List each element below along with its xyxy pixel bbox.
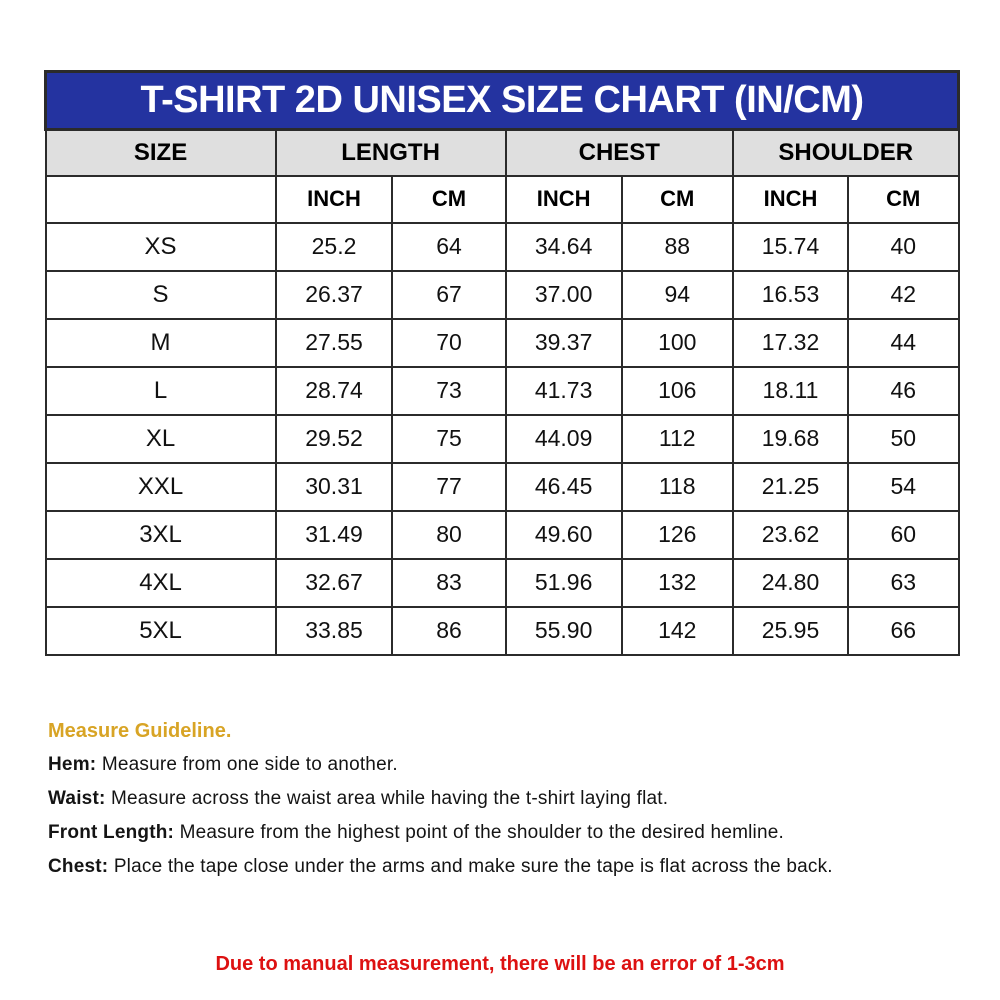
unit-header-row <box>46 176 959 223</box>
table-cell: 54 <box>848 463 959 511</box>
table-cell: 39.37 <box>506 319 622 367</box>
guideline-title: Measure Guideline. <box>48 720 232 742</box>
guideline-item-label: Waist <box>48 788 99 809</box>
unit-header: INCH <box>506 176 622 223</box>
guideline-item-text: Measure from one side to another. <box>101 754 398 775</box>
table-cell: 77 <box>392 463 505 511</box>
table-cell: 25.95 <box>733 607 848 655</box>
table-cell: 29.52 <box>276 415 393 463</box>
table-cell: 24.80 <box>733 559 848 607</box>
guideline-item-label: Hem <box>48 754 90 775</box>
table-row <box>46 559 959 607</box>
table-cell: 132 <box>622 559 733 607</box>
table-cell: 46.45 <box>506 463 622 511</box>
table-cell: 27.55 <box>276 319 393 367</box>
table-cell: 50 <box>848 415 959 463</box>
table-cell: 32.67 <box>276 559 393 607</box>
table-row <box>46 223 959 271</box>
size-label: L <box>46 367 276 415</box>
table-cell: 31.49 <box>276 511 393 559</box>
size-label: 4XL <box>46 559 276 607</box>
table-cell: 18.11 <box>733 367 848 415</box>
table-cell: 67 <box>392 271 505 319</box>
table-cell: 19.68 <box>733 415 848 463</box>
unit-header: CM <box>392 176 505 223</box>
table-cell: 34.64 <box>506 223 622 271</box>
table-cell: 100 <box>622 319 733 367</box>
guideline-item-text: Measure from the highest point of the shoulder to the desired hemline. <box>179 822 784 843</box>
size-label: XS <box>46 223 276 271</box>
unit-header-empty <box>46 176 276 223</box>
table-cell: 49.60 <box>506 511 622 559</box>
table-cell: 21.25 <box>733 463 848 511</box>
size-label: 3XL <box>46 511 276 559</box>
size-label: M <box>46 319 276 367</box>
guideline-item-colon: : <box>101 856 114 877</box>
table-cell: 28.74 <box>276 367 393 415</box>
table-cell: 64 <box>392 223 505 271</box>
table-cell: 88 <box>622 223 733 271</box>
table-cell: 75 <box>392 415 505 463</box>
table-cell: 33.85 <box>276 607 393 655</box>
unit-header: INCH <box>733 176 848 223</box>
table-row <box>46 271 959 319</box>
group-header-shoulder: SHOULDER <box>733 130 959 176</box>
table-row <box>46 367 959 415</box>
table-row <box>46 319 959 367</box>
size-chart-table <box>44 70 960 656</box>
guideline-item-colon: : <box>167 822 180 843</box>
table-cell: 66 <box>848 607 959 655</box>
table-cell: 26.37 <box>276 271 393 319</box>
table-row <box>46 511 959 559</box>
table-cell: 80 <box>392 511 505 559</box>
table-cell: 73 <box>392 367 505 415</box>
guideline-item-text: Measure across the waist area while having the t-shirt laying flat. <box>110 788 669 809</box>
unit-header: CM <box>622 176 733 223</box>
table-cell: 30.31 <box>276 463 393 511</box>
table-cell: 86 <box>392 607 505 655</box>
table-cell: 112 <box>622 415 733 463</box>
guideline-item <box>48 754 958 776</box>
size-label: XL <box>46 415 276 463</box>
guideline-item-label: Front Length <box>48 822 168 843</box>
table-row <box>46 463 959 511</box>
guideline-item <box>48 856 958 878</box>
guideline-item-colon: : <box>98 788 111 809</box>
unit-header: INCH <box>276 176 393 223</box>
group-header-size: SIZE <box>46 130 276 176</box>
guideline-item-text: Place the tape close under the arms and make sure the tape is flat across the back. <box>113 856 833 877</box>
size-label: XXL <box>46 463 276 511</box>
table-cell: 17.32 <box>733 319 848 367</box>
table-cell: 94 <box>622 271 733 319</box>
page-title: T-SHIRT 2D UNISEX SIZE CHART (IN/CM) <box>46 72 959 130</box>
table-cell: 51.96 <box>506 559 622 607</box>
group-header-length: LENGTH <box>276 130 506 176</box>
table-cell: 55.90 <box>506 607 622 655</box>
table-cell: 142 <box>622 607 733 655</box>
table-cell: 16.53 <box>733 271 848 319</box>
table-cell: 41.73 <box>506 367 622 415</box>
guideline-item-colon: : <box>89 754 102 775</box>
unit-header: CM <box>848 176 959 223</box>
table-cell: 44 <box>848 319 959 367</box>
table-cell: 70 <box>392 319 505 367</box>
table-cell: 106 <box>622 367 733 415</box>
size-label: S <box>46 271 276 319</box>
guideline-item-label: Chest <box>48 856 102 877</box>
guideline-item <box>48 788 958 810</box>
table-cell: 25.2 <box>276 223 393 271</box>
measure-guideline-section <box>48 720 958 890</box>
measurement-error-note: Due to manual measurement, there will be an error of 1-3cm <box>215 953 785 975</box>
size-label: 5XL <box>46 607 276 655</box>
table-cell: 23.62 <box>733 511 848 559</box>
table-cell: 126 <box>622 511 733 559</box>
table-cell: 63 <box>848 559 959 607</box>
table-cell: 118 <box>622 463 733 511</box>
table-cell: 37.00 <box>506 271 622 319</box>
table-cell: 15.74 <box>733 223 848 271</box>
table-row <box>46 607 959 655</box>
table-cell: 42 <box>848 271 959 319</box>
table-row <box>46 415 959 463</box>
table-title-row <box>46 72 959 130</box>
column-group-header-row <box>46 130 959 176</box>
table-cell: 60 <box>848 511 959 559</box>
table-cell: 83 <box>392 559 505 607</box>
table-cell: 46 <box>848 367 959 415</box>
size-chart-table-wrap <box>44 70 960 656</box>
table-cell: 44.09 <box>506 415 622 463</box>
group-header-chest: CHEST <box>506 130 733 176</box>
table-cell: 40 <box>848 223 959 271</box>
guideline-item <box>48 822 958 844</box>
guideline-items <box>48 754 958 878</box>
